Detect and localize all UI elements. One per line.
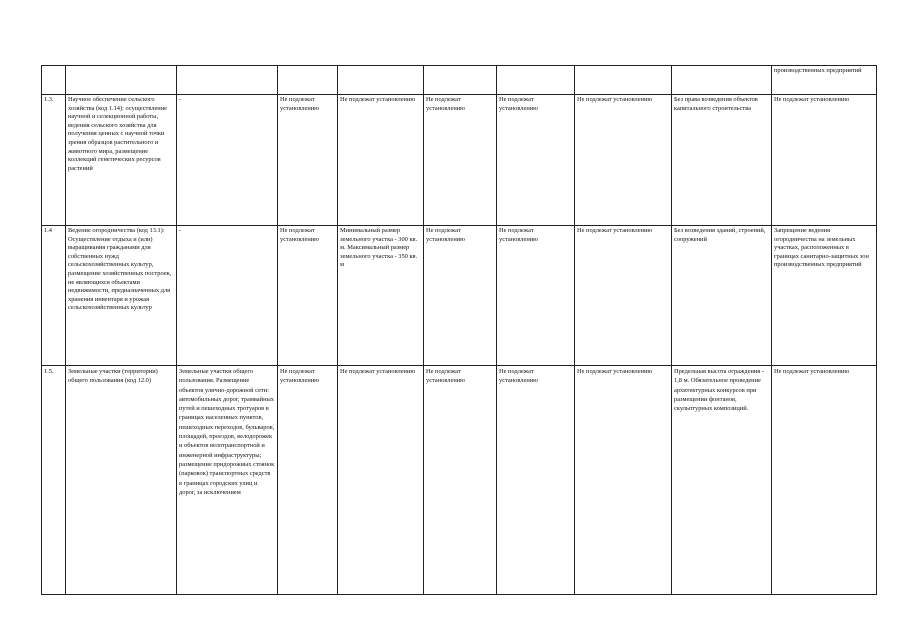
cell-param-g: Не подлежат установлению [772, 95, 877, 226]
cell-use-type: Земельные участки (территории) общего пользования (код 12.0) [66, 366, 177, 595]
cell-param-f [672, 66, 772, 95]
cell-param-a [278, 66, 338, 95]
cell-param-e: Не подлежат установлению [575, 226, 672, 366]
cell-param-d: Не подлежат установлению [497, 366, 575, 595]
cell-param-g: производственных предприятий [772, 66, 877, 95]
cell-param-g: Не подлежат установлению [772, 366, 877, 595]
cell-description [177, 66, 278, 95]
cell-param-d: Не подлежат установлению [497, 226, 575, 366]
cell-param-b: Не подлежат установлению [338, 366, 424, 595]
cell-description: Земельные участки общего пользования. Размещение объектов улично-дорожной сети: автомобильных дорог, трамвайных путей и пешеходных тротуаров в границах населенных пунктов, пешеходных переходов, бульваров, площадей, проездов, велодорожек и объектов велотранспортной и инженерной инфраструктуры; размещение придорожных стоянок (парковок) транспортных средств в границах городских улиц и дорог, за исключением [177, 366, 278, 595]
cell-use-type: Научное обеспечение сельского хозяйства (код 1.14): осуществление научной и селекционной работы, ведения сельского хозяйства для получения ценных с научной точки зрения образцов растительного и животного мира, размещение коллекций генетических ресурсов растений [66, 95, 177, 226]
cell-param-f: Предельная высота ограждения - 1,8 м. Обязательное проведение архитектурных конкурсов при размещении фонтанов, скульптурных композиций. [672, 366, 772, 595]
cell-use-type [66, 66, 177, 95]
cell-number [42, 66, 66, 95]
cell-param-a: Не подлежат установлению [278, 95, 338, 226]
cell-param-f: Без возведения зданий, строений, сооружений [672, 226, 772, 366]
cell-param-a: Не подлежат установлению [278, 366, 338, 595]
cell-param-c: Не подлежат установлению [424, 95, 497, 226]
cell-param-c: Не подлежат установлению [424, 366, 497, 595]
cell-number: 1.3. [42, 95, 66, 226]
table-row [42, 66, 877, 95]
cell-param-g: Запрещение ведения огородничества на земельных участках, расположенных в границах санитарно-защитных зон производственных предприятий [772, 226, 877, 366]
cell-param-e: Не подлежат установлению [575, 95, 672, 226]
cell-param-a: Не подлежат установлению [278, 226, 338, 366]
cell-param-b [338, 66, 424, 95]
cell-description: - [177, 95, 278, 226]
cell-param-b: Не подлежат установлению [338, 95, 424, 226]
cell-param-f: Без права возведения объектов капитального строительства [672, 95, 772, 226]
cell-param-d [497, 66, 575, 95]
table-row [42, 366, 877, 595]
table-row [42, 226, 877, 366]
cell-description: - [177, 226, 278, 366]
cell-param-c [424, 66, 497, 95]
cell-param-c: Не подлежат установлению [424, 226, 497, 366]
cell-param-e: Не подлежат установлению [575, 366, 672, 595]
cell-param-d: Не подлежат установлению [497, 95, 575, 226]
table-row [42, 95, 877, 226]
cell-param-b: Минимальный размер земельного участка - 300 кв. м. Максимальный размер земельного участка - 350 кв. м [338, 226, 424, 366]
cell-param-e [575, 66, 672, 95]
cell-use-type: Ведение огородничества (код 13.1): Осуществление отдыха и (или) выращивания гражданами для собственных нужд сельскохозяйственных культур, размещение хозяйственных построек, не являющихся объектами недвижимости, предназначенных для хранения инвентаря и урожая сельскохозяйственных культур [66, 226, 177, 366]
cell-number: 1.5. [42, 366, 66, 595]
cell-number: 1.4 [42, 226, 66, 366]
regulations-table [41, 65, 877, 595]
